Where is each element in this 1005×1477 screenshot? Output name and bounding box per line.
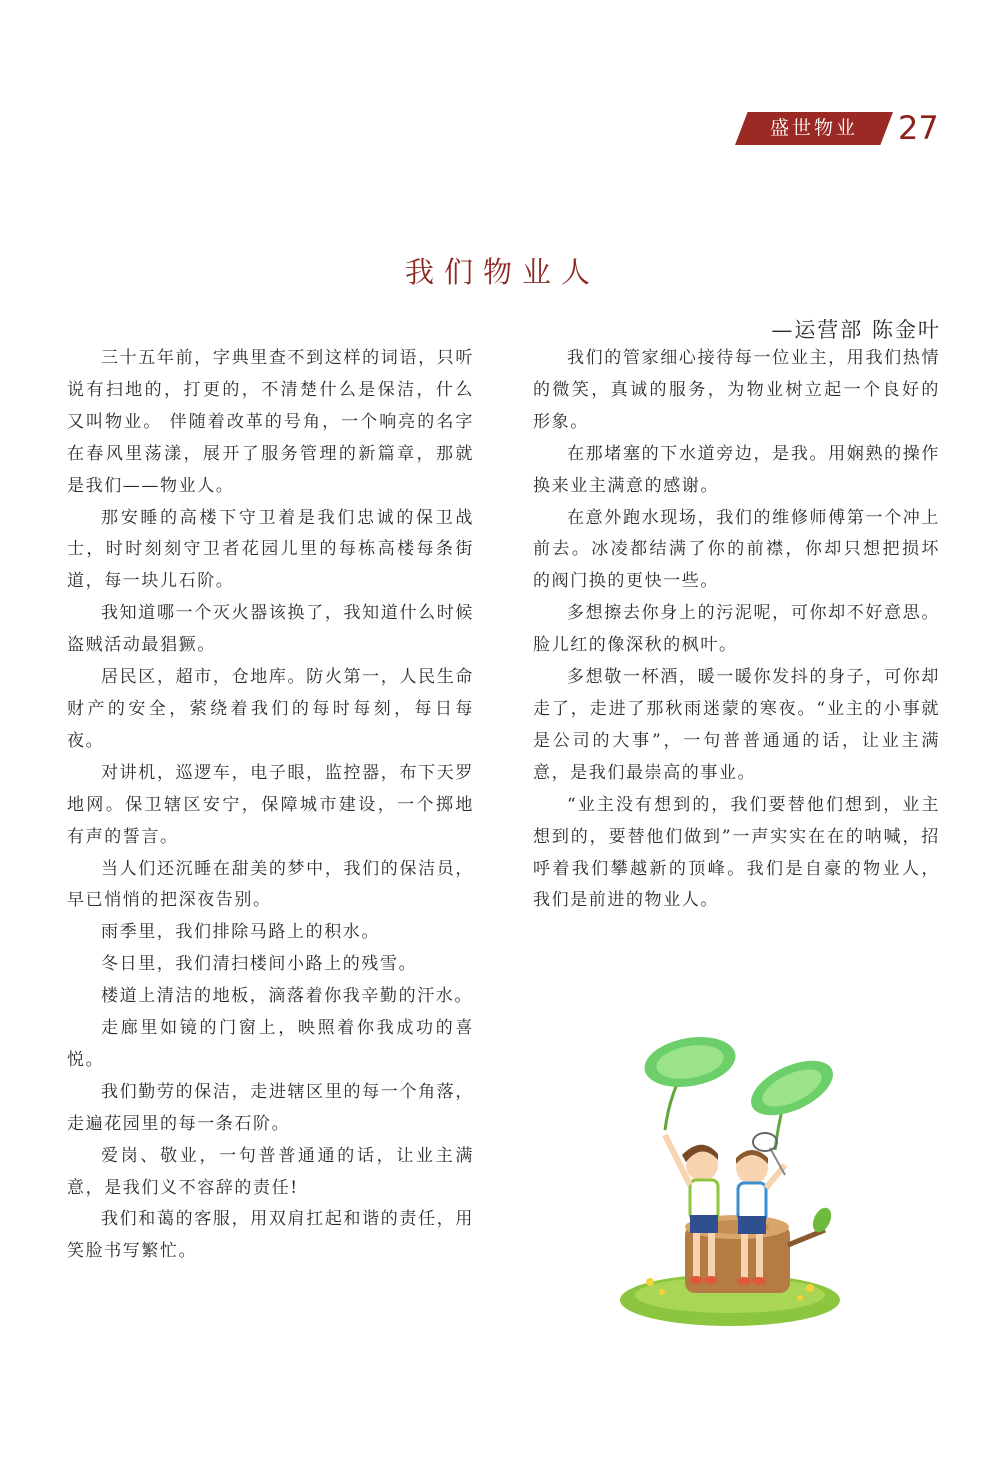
paragraph: 爱岗、敬业，一句普普通通的话，让业主满意，是我们义不容辞的责任!	[67, 1145, 474, 1198]
paragraph: 多想擦去你身上的污泥呢，可你却不好意思。脸儿红的像深秋的枫叶。	[533, 603, 940, 656]
paragraph: 我们勤劳的保洁，走进辖区里的每一个角落，走遍花园里的每一条石阶。	[67, 1081, 474, 1134]
section-label: 盛世物业	[769, 117, 858, 139]
paragraph: 冬日里，我们清扫楼间小路上的残雪。	[101, 954, 418, 975]
paragraph: 走廊里如镜的门窗上，映照着你我成功的喜悦。	[67, 1018, 474, 1070]
paragraph: 当人们还沉睡在甜美的梦中，我们的保洁员，早已悄悄的把深夜告别。	[67, 858, 474, 911]
paragraph: 我们的管家细心接待每一位业主，用我们热情的微笑，真诚的服务，为物业树立起一个良好的形象。	[533, 348, 940, 432]
right-column	[533, 343, 940, 917]
paragraph: 三十五年前，字典里查不到这样的词语，只听说有扫地的，打更的，不清楚什么是保洁，什么又叫物业。 伴随着改革的号角，一个响亮的名字在春风里荡漾，展开了服务管理的新篇章，那就是我们——物业人。	[67, 348, 474, 496]
paragraph: 在那堵塞的下水道旁边，是我。用娴熟的操作换来业主满意的感谢。	[533, 443, 940, 496]
left-column	[67, 343, 474, 1268]
article-title: 我们物业人	[404, 255, 600, 289]
article-author: —运营部 陈金叶	[771, 318, 941, 342]
paragraph: 在意外跑水现场，我们的维修师傅第一个冲上前去。冰凌都结满了你的前襟，你却只想把损坏的阀门换的更快一些。	[533, 507, 940, 592]
page-number: 27	[898, 109, 939, 147]
paragraph: 居民区，超市，仓地库。防火第一，人民生命财产的安全，萦绕着我们的每时每刻，每日每夜。	[67, 667, 474, 751]
children-with-leaf-umbrellas-illustration	[610, 1030, 850, 1330]
paragraph: 多想敬一杯酒，暖一暖你发抖的身子，可你却走了，走进了那秋雨迷蒙的寒夜。“业主的小事就是公司的大事”，一句普普通通的话，让业主满意，是我们最崇高的事业。	[533, 667, 940, 783]
paragraph: 我知道哪一个灭火器该换了，我知道什么时候盗贼活动最猖獗。	[67, 603, 474, 656]
paragraph: 雨季里，我们排除马路上的积水。	[101, 922, 380, 943]
paragraph: 那安睡的高楼下守卫着是我们忠诚的保卫战士，时时刻刻守卫者花园儿里的每栋高楼每条街道，每一块儿石阶。	[67, 507, 474, 592]
paragraph: 对讲机，巡逻车，电子眼，监控器，布下天罗地网。保卫辖区安宁，保障城市建设，一个掷地有声的誓言。	[67, 762, 474, 847]
paragraph: 楼道上清洁的地板，滴落着你我辛勤的汗水。	[101, 986, 473, 1007]
paragraph: “业主没有想到的，我们要替他们想到，业主想到的，要替他们做到”一声实实在在的呐喊，招呼着我们攀越新的顶峰。我们是自豪的物业人，我们是前进的物业人。	[533, 794, 940, 911]
paragraph: 我们和蔼的客服，用双肩扛起和谐的责任，用笑脸书写繁忙。	[67, 1209, 474, 1262]
